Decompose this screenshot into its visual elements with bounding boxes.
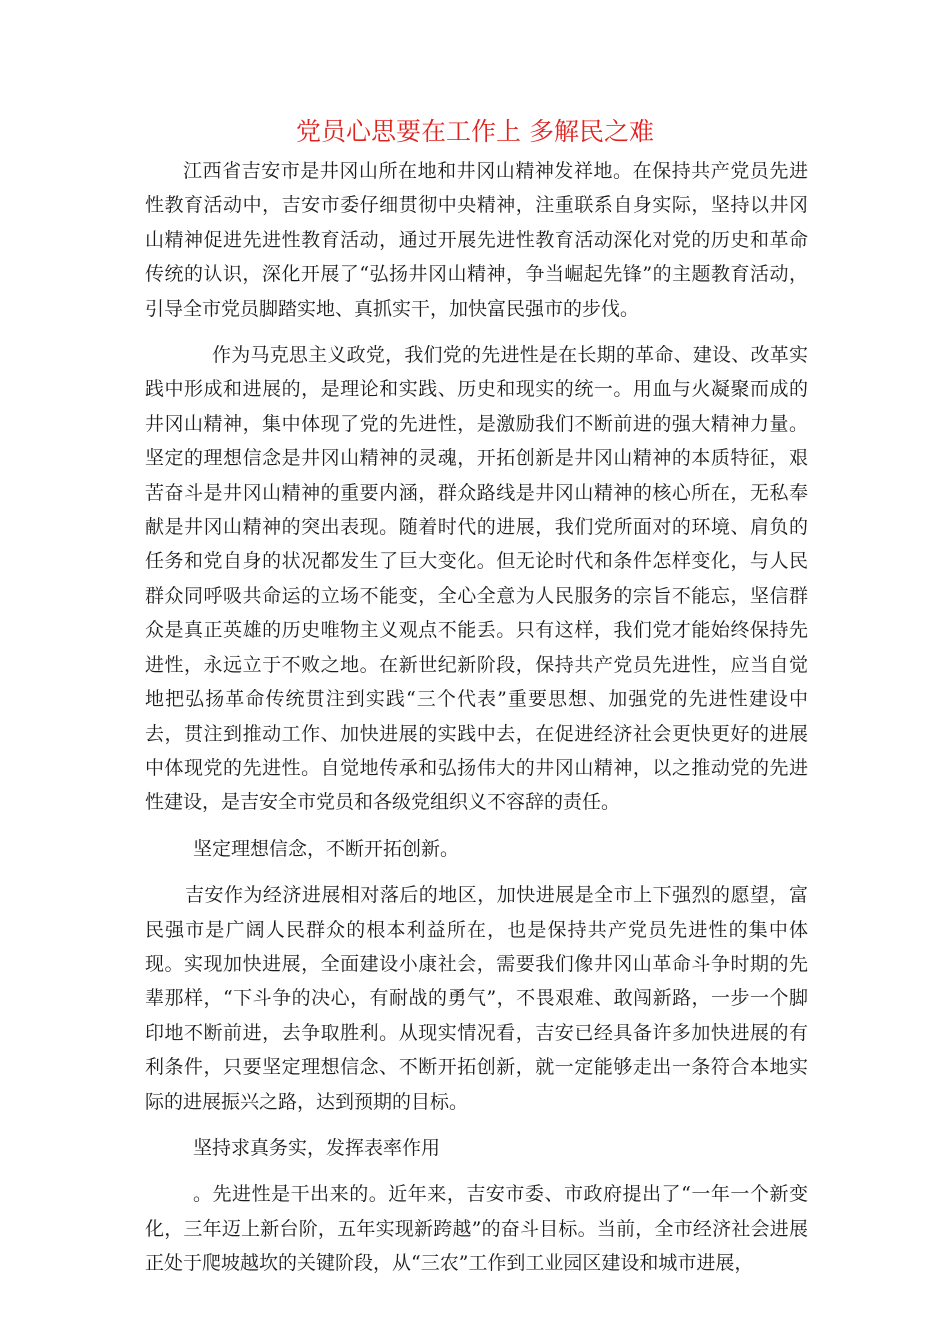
section-heading-pragmatism: 坚持求真务实，发挥表率作用 — [193, 1136, 441, 1159]
section-heading-ideals: 坚定理想信念，不断开拓创新。 — [193, 837, 460, 860]
paragraph-goals: 。先进性是干出来的。近年来，吉安市委、市政府提出了“一年一个新变化，三年迈上新台阶，五年实现新跨越”的奋斗目标。当前，全市经济社会进展正处于爬坡越坎的关键阶段，从“三农”工作到工业园区建设和城市进展， — [145, 1183, 808, 1275]
paragraph-development: 吉安作为经济进展相对落后的地区，加快进展是全市上下强烈的愿望，富民强市是广阔人民群众的根本利益所在，也是保持共产党员先进性的集中体现。实现加快进展，全面建设小康社会，需要我们像井冈山革命斗争时期的先辈那样，“下斗争的决心，有耐战的勇气”，不畏艰难、敢闯新路，一步一个脚印地不断前进，去争取胜利。从现实情况看，吉安已经具备许多加快进展的有利条件，只要坚定理想信念、不断开拓创新，就一定能够走出一条符合本地实际的进展振兴之路，达到预期的目标。 — [145, 884, 808, 1113]
paragraph-intro: 江西省吉安市是井冈山所在地和井冈山精神发祥地。在保持共产党员先进性教育活动中，吉安市委仔细贯彻中央精神，注重联系自身实际，坚持以井冈山精神促进先进性教育活动，通过开展先进性教育活动深化对党的历史和革命传统的认识，深化开展了“弘扬井冈山精神，争当崛起先锋”的主题教育活动，引导全市党员脚踏实地、真抓实干，加快富民强市的步伐。 — [145, 160, 808, 320]
paragraph-party-advancement: 作为马克思主义政党，我们党的先进性是在长期的革命、建设、改革实践中形成和进展的，是理论和实践、历史和现实的统一。用血与火凝聚而成的井冈山精神，集中体现了党的先进性，是激励我们不断前进的强大精神力量。坚定的理想信念是井冈山精神的灵魂，开拓创新是井冈山精神的本质特征，艰苦奋斗是井冈山精神的重要内涵，群众路线是井冈山精神的核心所在，无私奉献是井冈山精神的突出表现。随着时代的进展，我们党所面对的环境、肩负的任务和党自身的状况都发生了巨大变化。但无论时代和条件怎样变化，与人民群众同呼吸共命运的立场不能变，全心全意为人民服务的宗旨不能忘，坚信群众是真正英雄的历史唯物主义观点不能丢。只有这样，我们党才能始终保持先进性，永远立于不败之地。在新世纪新阶段，保持共产党员先进性，应当自觉地把弘扬革命传统贯注到实践“三个代表”重要思想、加强党的先进性建设中去，贯注到推动工作、加快进展的实践中去，在促进经济社会更快更好的进展中体现党的先进性。自觉地传承和弘扬伟大的井冈山精神，以之推动党的先进性建设，是吉安全市党员和各级党组织义不容辞的责任。 — [145, 344, 808, 814]
document-body — [145, 154, 808, 1281]
document-title: 党员心思要在工作上 多解民之难 — [296, 117, 654, 146]
